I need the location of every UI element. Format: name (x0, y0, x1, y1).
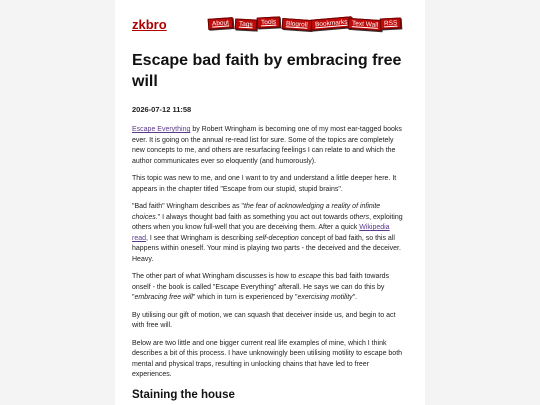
paragraph-topic: This topic was new to me, and one I want to try and understand a little deeper here. It appears in the chapter titled "Escape from our stupid, stupid brains". (132, 175, 397, 193)
nav-bookmarks[interactable]: Bookmarks (311, 16, 352, 30)
nav-rss[interactable]: RSS (380, 17, 402, 29)
site-header (115, 0, 425, 44)
page (115, 0, 425, 405)
paragraph-intro: Escape Everything by Robert Wringham is becoming one of my most ear-tagged books ever. It is going on the annual re-read list for sure. Some of the topics are completely new concepts to me, and others are resurfacing feelings I can relate to and which the author communicates ever so eloquently (and humorously). (132, 126, 402, 165)
paragraph-bad-faith: "Bad faith" Wringham describes as "the fear of acknowledging a reality of infinite choices." I always thought bad faith as something you act out towards others, exploiting others when you know full-well that you are deceiving them. After a quick Wikipedia read, I see that Wringham is describing self-deception concept of bad faith, so this all happens within oneself. Your mind is playing two parts - the deceived and the deceiver. Heavy. (132, 203, 403, 263)
paragraph-examples: Below are two little and one bigger current real life examples of mine, which I think describes a bit of this process. I have unknowingly been utilising motility to escape both mental and physical traps, resulting in unlocking chains that have led to freer experiences. (132, 339, 403, 378)
site-logo[interactable]: zkbro (132, 17, 167, 32)
post-content (132, 50, 404, 401)
nav-about[interactable]: About (208, 17, 234, 30)
nav-text-wall[interactable]: Text Wall (348, 18, 383, 31)
paragraph-escape: The other part of what Wringham discusses is how to escape this bad faith towards onself - the book is called "Escape Everything" afterall. He says we can do this by "embracing free will" which in turn is experienced by "exercising motility". (132, 273, 390, 301)
nav-blogroll[interactable]: Blogroll (282, 18, 312, 31)
nav-tags[interactable]: Tags (235, 18, 257, 30)
paragraph-motion: By utilising our gift of motion, we can squash that deceiver inside us, and begin to act with free will. (132, 311, 396, 329)
link-escape-everything[interactable]: Escape Everything (132, 126, 191, 133)
section-heading: Staining the house (132, 388, 235, 401)
nav-tools[interactable]: Tools (257, 16, 281, 28)
post-title: Escape bad faith by embracing free will (132, 52, 402, 90)
post-date: 2026-07-12 11:58 (132, 105, 192, 114)
link-wikipedia[interactable]: Wikipedia read (132, 224, 390, 242)
